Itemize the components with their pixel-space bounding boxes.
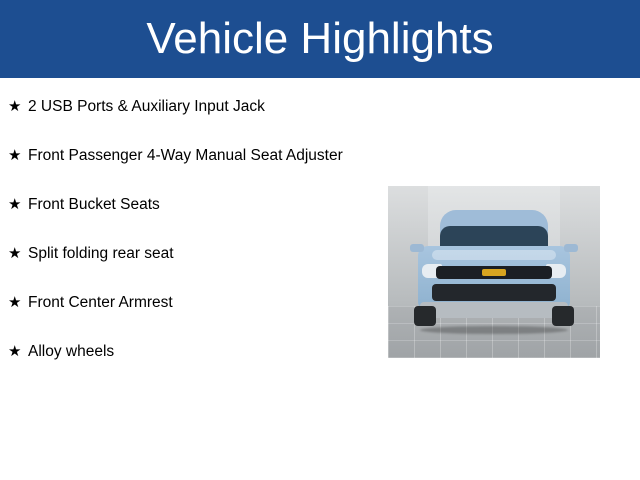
list-item [8,292,378,313]
star-icon: ★ [8,196,22,213]
feature-label: Alloy wheels [28,343,115,360]
car-mirror-left [410,244,424,252]
star-icon: ★ [8,294,22,311]
list-item [8,194,378,215]
star-icon: ★ [8,343,22,360]
car-hood-highlight [432,250,556,260]
vehicle-photo [388,186,600,358]
car-shadow [420,326,568,334]
list-item [8,341,378,362]
car-tire-right [552,306,574,326]
feature-label: 2 USB Ports & Auxiliary Input Jack [28,98,265,115]
footer-spacer [0,474,640,480]
page-title: Vehicle Highlights [146,14,494,63]
car-grille-lower [432,284,556,301]
car-tire-left [414,306,436,326]
car-bumper [420,302,568,318]
features-list [8,96,378,390]
suv-illustration [410,210,578,334]
star-icon: ★ [8,147,22,164]
feature-label: Split folding rear seat [28,245,174,262]
list-item [8,96,378,117]
star-icon: ★ [8,245,22,262]
page-content [0,78,640,480]
feature-label: Front Center Armrest [28,294,173,311]
list-item [8,145,378,166]
car-mirror-right [564,244,578,252]
feature-label: Front Bucket Seats [28,196,160,213]
feature-label: Front Passenger 4-Way Manual Seat Adjuster [28,147,343,164]
list-item [8,243,378,264]
car-emblem-icon [482,269,506,276]
star-icon: ★ [8,98,22,115]
page-header [0,0,640,78]
